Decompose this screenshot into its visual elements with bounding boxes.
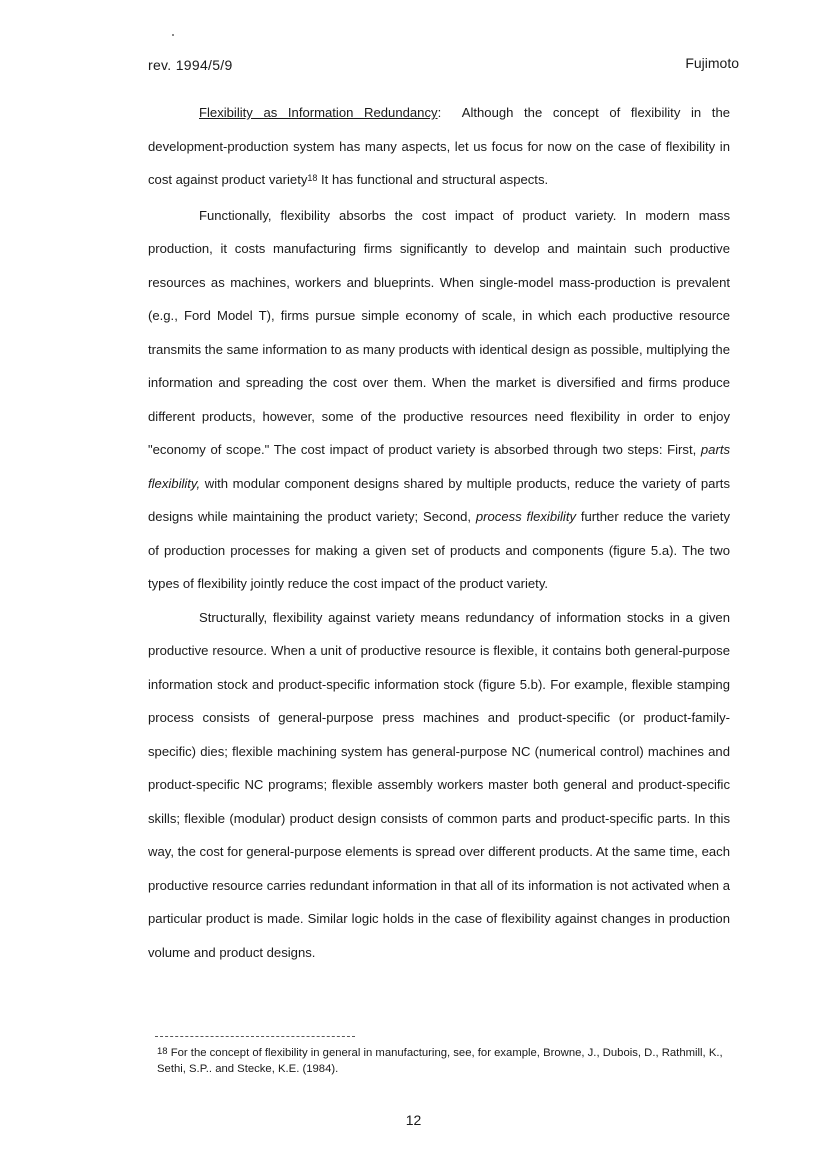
paragraph-text: It has functional and structural aspects. bbox=[317, 172, 549, 187]
footnote bbox=[157, 1046, 727, 1077]
paragraph-text: Functionally, flexibility absorbs the cost impact of product variety. In modern mass production, it costs manufacturing firms significantly to develop and maintain such productive resources as machines, workers and blueprints. When single-model mass-production is prevalent (e.g., Ford Model T), firms pursue simple economy of scale, in which each productive resource transmits the same information to as many products with identical design as possible, multiplying the information and spreading the cost over them. When the market is diversified and firms produce different products, however, some of the productive resources need flexibility in order to enjoy "economy of scope." The cost impact of product variety is absorbed through two steps: First, bbox=[148, 207, 730, 457]
paragraph-functional bbox=[148, 199, 730, 601]
term-parts-flexibility: parts flexibility, bbox=[148, 442, 730, 491]
main-text bbox=[148, 96, 730, 969]
paragraph-text: with modular component designs shared by multiple products, reduce the variety of parts designs while maintaining the product variety; Second, bbox=[148, 475, 730, 524]
heading-colon: : bbox=[437, 105, 442, 120]
paragraph-text: Although the concept of flexibility in the development-production system has many aspects, let us focus for now on the case of flexibility in cost against product variety bbox=[148, 105, 731, 187]
footnote-ref: 18 bbox=[307, 173, 318, 183]
term-process-flexibility: process flexibility bbox=[475, 509, 577, 524]
footnote-text: For the concept of flexibility in general in manufacturing, see, for example, Browne, J., Dubois, D., Rathmill, K., Sethi, S.P.. and Stecke, K.E. (1984). bbox=[157, 1047, 723, 1075]
paragraph-structural: Structurally, flexibility against variety means redundancy of information stocks in a given productive resource. When a unit of productive resource is flexible, it contains both general-purpose information stock and product-specific information stock (figure 5.b). For example, flexible stamping process consists of general-purpose press machines and product-specific (or product-family-specific) dies; flexible machining system has general-purpose NC (numerical control) machines and product-specific NC programs; flexible assembly workers master both general and product-specific skills; flexible (modular) product design consists of common parts and product-specific parts. In this way, the cost for general-purpose elements is spread over different products. At the same time, each productive resource carries redundant information in that all of its information is not activated when a particular product is made. Similar logic holds in the case of flexibility against changes in production volume and product designs. bbox=[148, 609, 730, 960]
revision-date: rev. 1994/5/9 bbox=[148, 57, 233, 73]
page-number: 12 bbox=[405, 1112, 422, 1128]
paragraph-flexibility-intro bbox=[148, 96, 730, 199]
paragraph-text: further reduce the variety of production processes for making a given set of products and components (figure 5.a). The two types of flexibility jointly reduce the cost impact of the product variety. bbox=[148, 509, 730, 591]
scan-speck bbox=[172, 34, 174, 36]
section-heading: Flexibility as Information Redundancy bbox=[199, 105, 438, 120]
footnote-divider bbox=[155, 1036, 355, 1037]
author-name: Fujimoto bbox=[685, 55, 739, 71]
footnote-number: 18 bbox=[157, 1046, 168, 1057]
